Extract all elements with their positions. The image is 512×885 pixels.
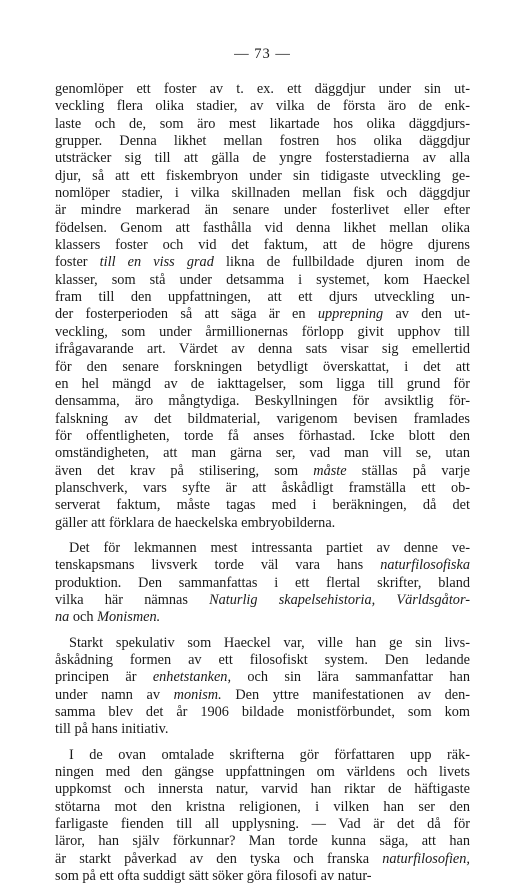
text-line: även det krav på stilisering, som måste ställas på varje [55,462,470,479]
text-line: åskådning formen av ett filosofiskt system. Den ledande [55,652,470,668]
text-line: djur, så att ett fiskembryon under sin tidigaste utveckling ge- [55,167,470,184]
text-line: under namn av monism. Den yttre manifestationen av den- [55,686,470,703]
text-line: klasser, som stå under detsamma i systemet, kom Haeckel [55,271,470,288]
text-line: läror, han själv förkunnar? Man torde kunna säga, att han [55,833,470,850]
text-line: farligaste fienden till all upplysning. — Vad är det då för [55,816,470,833]
text-line: planschverk, vars syfte är att åskådligt framställa ett ob- [55,479,470,496]
text-line: veckling, som under årmillionernas förlopp givit upphov till [55,323,470,340]
page-number: — 73 — [234,46,291,62]
emphasized-text: na [55,609,70,626]
text-line: der fosterperioden så att säga är en upprepning av den ut- [55,306,470,323]
text-line: uppkomst och innersta natur, varvid han riktar de häftigaste [55,781,470,798]
text-line: till på hans initiativ. [55,721,169,738]
text-line: vilka här nämnas Naturlig skapelsehistoria, Världsgåtor- [55,591,470,608]
paragraph [55,81,470,532]
text-line: är mindre markerad än senare under fosterlivet eller efter [55,202,470,219]
text-line: klassers foster och vid det faktum, att de högre djurens [55,237,470,254]
paragraph [55,747,470,885]
text-line: stötarna mot den kristna religionen, i vilken han ser den [55,798,470,815]
emphasized-text: monism. [173,686,222,703]
text-line: omständigheten, att man gärna ser, vad man vill se, utan [55,445,470,462]
emphasized-text: naturfilosofien, [382,850,470,867]
text-line: serverat faktum, måste tagas med i beräkningen, då det [55,497,470,514]
emphasized-text: enhetstanken, [152,669,232,686]
text-line: ningen med den gängse uppfattningen om världens och livets [55,764,470,781]
paragraph [55,635,470,739]
text-line: utsträcker sig till att gälla de yngre fosterstadierna av alla [55,150,470,167]
text-line: Starkt spekulativ som Haeckel var, ville han ge sin livs- [69,634,470,651]
text-line: är starkt påverkad av den tyska och franska naturfilosofien, [55,850,470,867]
emphasized-text: måste [313,462,347,479]
text-line: gäller att förklara de haeckelska embryobilderna. [55,514,336,531]
text-line: produktion. Den sammanfattas i ett flertal skrifter, bland [55,574,470,591]
text-line: veckling flera olika stadier, av vilka de första äro de enk- [55,98,470,115]
emphasized-text: upprepning [317,306,384,323]
text-line: foster till en viss grad likna de fullbildade djuren inom de [55,254,470,271]
text-line: fram till den uppfattningen, att ett djurs utveckling un- [55,289,470,306]
text-line: na och Monismen. [55,609,161,626]
emphasized-text: naturfilosofiska [380,557,470,574]
body-text [55,81,470,885]
text-line: densamma, äro mångtydiga. Beskyllningen för avsiktlig för- [55,393,470,410]
emphasized-text: Naturlig skapelsehistoria, Världsgåtor- [209,591,470,608]
text-line: en hel mängd av de iakttagelser, som ligga till grund för [55,375,470,392]
text-line: falskning av det bildmaterial, varigenom bevisen framlades [55,410,470,427]
text-line: som på ett ofta suddigt sätt söker göra filosofi av natur- [55,868,372,885]
text-line: genomlöper ett foster av t. ex. ett däggdjur under sin ut- [55,81,470,97]
text-line: Det för lekmannen mest intressanta partiet av denne ve- [69,539,470,556]
text-line: för offentligheten, torde få anses förhastad. Icke blott den [55,427,470,444]
emphasized-text: Monismen. [97,609,161,626]
text-line: samma blev det år 1906 bildade monistförbundet, som kom [55,704,470,721]
paragraph [55,540,470,627]
emphasized-text: till en viss grad [99,254,214,271]
text-line: I de ovan omtalade skrifterna gör författaren upp räk- [69,746,470,763]
text-line: grupper. Denna likhet mellan fostren hos olika däggdjur [55,133,470,150]
text-line: nomlöper stadier, i vilka skillnaden mellan fisk och däggdjur [55,185,470,202]
text-line: för den senare forskningen betydligt överskattat, i det att [55,358,470,375]
text-line: laste och de, som äro mest likartade hos olika däggdjurs- [55,115,470,132]
text-line: födelsen. Genom att fasthålla vid denna likhet mellan olika [55,219,470,236]
text-line: tenskapsmans livsverk torde väl vara hans naturfilosofiska [55,557,470,574]
text-line: principen är enhetstanken, och sin lära sammanfattar han [55,669,470,686]
text-line: ifrågavarande art. Värdet av denna sats visar sig emellertid [55,341,470,358]
